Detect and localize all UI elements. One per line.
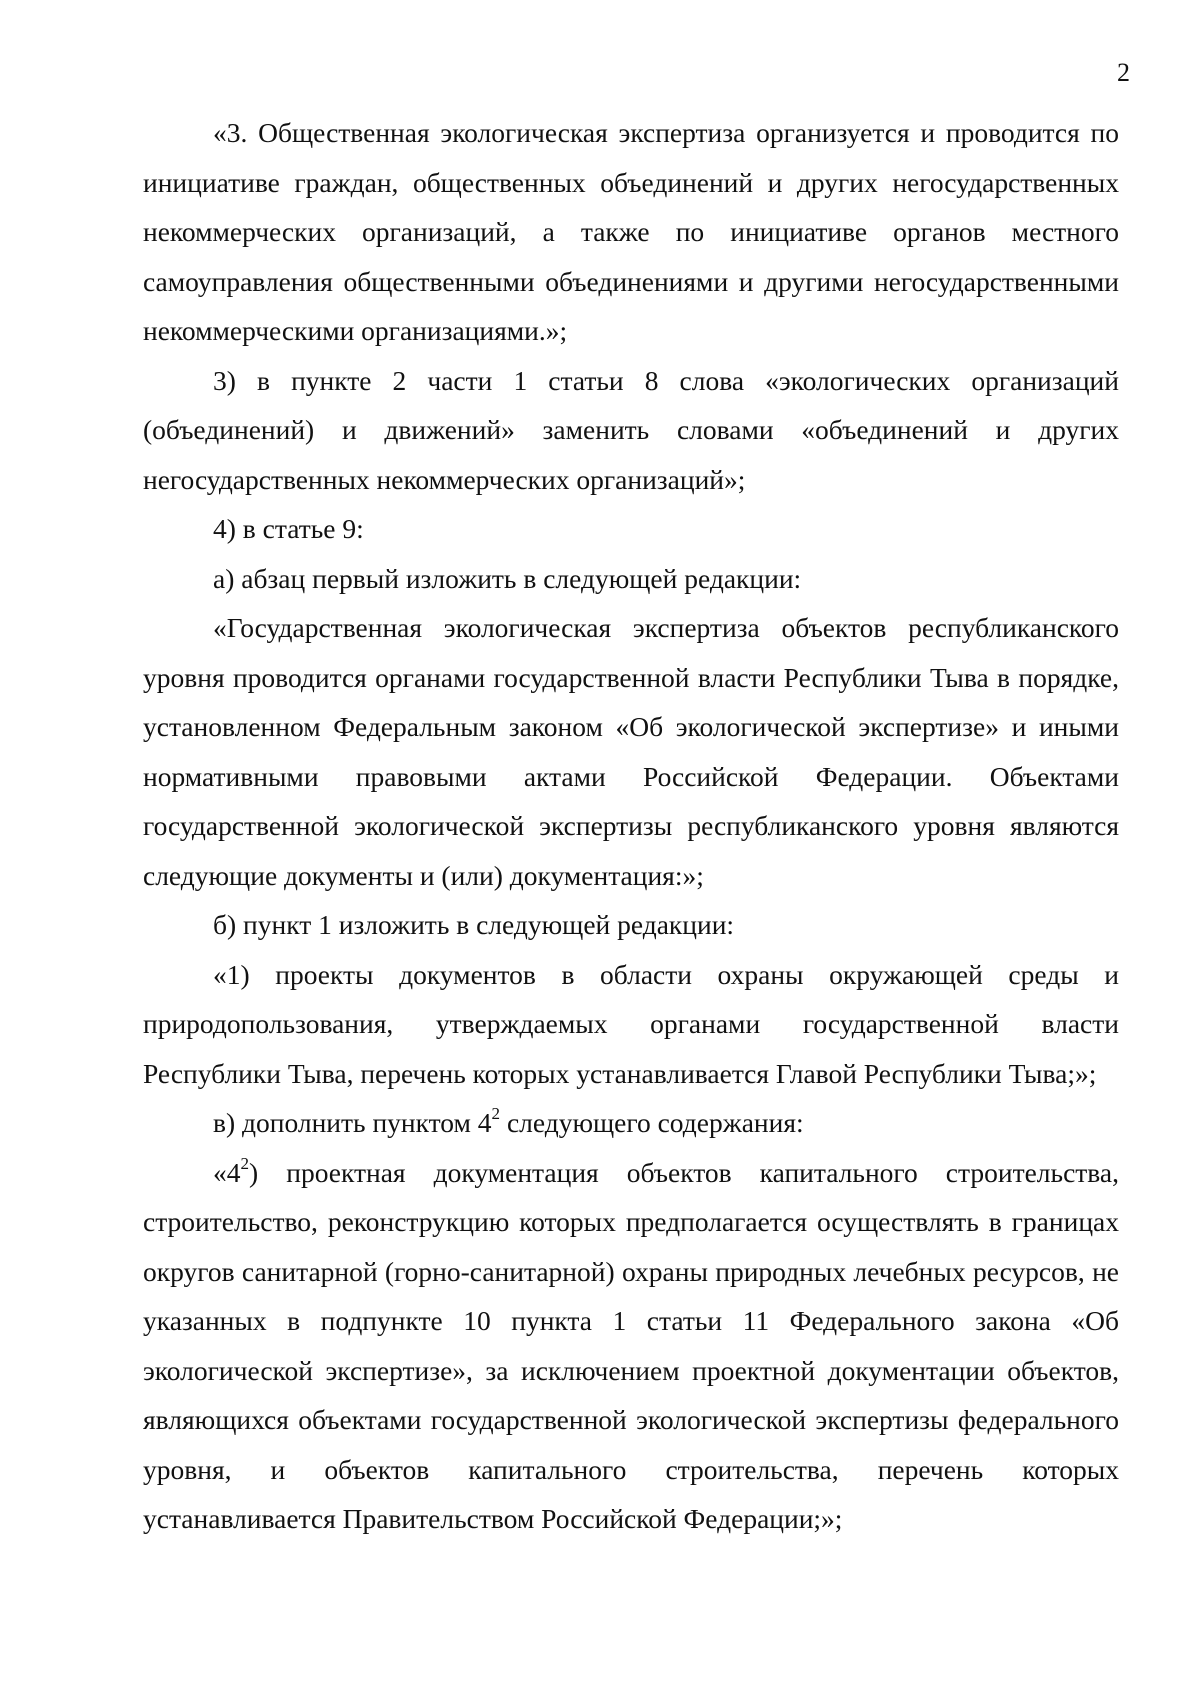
paragraph-point-4-2-text: ) проектная документация объектов капитального строительства, строительство, реконструкцию которых предполагается осуществлять в границах округов санитарной (горно-санитарной) охраны природных лечебных ресурсов, не указанных в подпункте 10 пункта 1 статьи 11 Федерального закона «Об экологической экспертизе», за исключением проектной документации объектов, являющихся объектами государственной экологической экспертизы федерального уровня, и объектов капитального строительства, перечень которых устанавливается Правительством Российской Федерации;»; — [143, 1156, 1119, 1534]
paragraph-public-expertise: «3. Общественная экологическая экспертиза организуется и проводится по инициативе граждан, общественных объединений и других негосударственных некоммерческих организаций, а также по инициативе органов местного самоуправления общественными объединениями и другими негосударственными некоммерческими организациями.»; — [143, 117, 1119, 346]
superscript: 2 — [240, 1153, 250, 1173]
paragraph-point-1: «1) проекты документов в области охраны окружающей среды и природопользования, утверждаемых органами государственной власти Республики Тыва, перечень которых устанавливается Главой Республики Тыва;»; — [143, 958, 1119, 1089]
paragraph-item-v-text-end: следующего содержания: — [500, 1107, 804, 1138]
paragraph-item-v-text: в) дополнить пунктом 4 — [213, 1107, 492, 1138]
paragraph-item-a: а) абзац первый изложить в следующей редакции: — [213, 562, 802, 594]
page-number: 2 — [1117, 58, 1130, 87]
paragraph-item-3: 3) в пункте 2 части 1 статьи 8 слова «экологических организаций (объединений) и движений» заменить словами «объединений и других негосударственных некоммерческих организаций»; — [143, 364, 1119, 495]
paragraph-point-4-2-start: «4 — [213, 1156, 241, 1188]
paragraph-state-expertise: «Государственная экологическая экспертиза объектов республиканского уровня проводится органами государственной власти Республики Тыва в порядке, установленном Федеральным законом «Об экологической экспертизе» и иными нормативными правовыми актами Российской Федерации. Объектами государственной экологической экспертизы республиканского уровня являются следующие документы и (или) документация:»; — [143, 612, 1119, 891]
document-body — [143, 108, 1119, 1544]
paragraph-item-4: 4) в статье 9: — [213, 513, 364, 544]
paragraph-item-v — [143, 1098, 1119, 1148]
paragraph-point-4-2 — [143, 1148, 1119, 1544]
superscript: 2 — [491, 1104, 501, 1124]
paragraph-item-b: б) пункт 1 изложить в следующей редакции: — [213, 909, 735, 940]
